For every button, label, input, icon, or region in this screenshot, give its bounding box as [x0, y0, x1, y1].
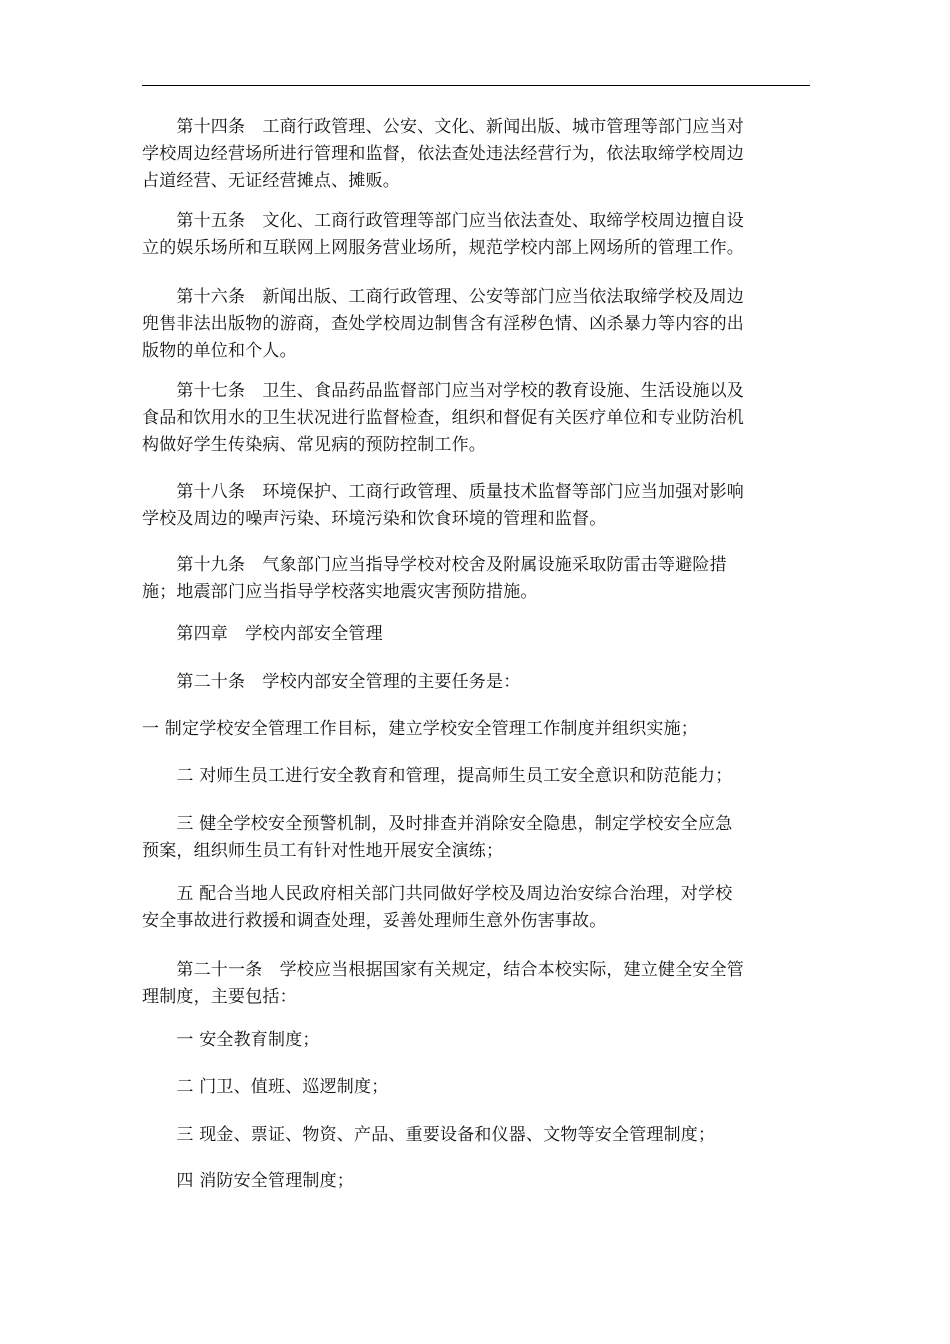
text-line: 版物的单位和个人。	[142, 341, 297, 361]
text-line: 学校及周边的噪声污染、环境污染和饮食环境的管理和监督。	[142, 509, 607, 529]
text-line: 一 制定学校安全管理工作目标，建立学校安全管理工作制度并组织实施；	[142, 719, 699, 739]
text-line: 学校周边经营场所进行管理和监督，依法查处违法经营行为，依法取缔学校周边	[142, 144, 744, 164]
paragraph-article-14	[142, 114, 810, 195]
text-line: 安全事故进行救援和调查处理，妥善处理师生意外伤害事故。	[142, 911, 607, 931]
paragraph-article-15	[142, 208, 810, 262]
paragraph-article-16	[142, 284, 810, 365]
text-line: 三 健全学校安全预警机制，及时排查并消除安全隐患，制定学校安全应急	[142, 814, 733, 834]
paragraph-article-20	[142, 669, 810, 696]
text-line: 理制度，主要包括：	[142, 987, 297, 1007]
text-line: 四 消防安全管理制度；	[142, 1171, 355, 1191]
list-item-3	[142, 811, 810, 865]
paragraph-article-21	[142, 957, 810, 1011]
text-line: 第四章 学校内部安全管理	[142, 624, 383, 644]
list-item-2	[142, 763, 810, 790]
paragraph-article-18	[142, 479, 810, 533]
text-line: 占道经营、无证经营摊点、摊贩。	[142, 171, 400, 191]
text-line: 第二十条 学校内部安全管理的主要任务是：	[142, 672, 521, 692]
text-line: 兜售非法出版物的游商，查处学校周边制售含有淫秽色情、凶杀暴力等内容的出	[142, 314, 744, 334]
header-rule	[142, 85, 810, 86]
system-item-2	[142, 1074, 810, 1101]
text-line: 第十九条 气象部门应当指导学校对校舍及附属设施采取防雷击等避险措	[142, 555, 727, 575]
text-line: 施；地震部门应当指导学校落实地震灾害预防措施。	[142, 582, 538, 602]
system-item-3	[142, 1122, 810, 1149]
chapter-heading	[142, 621, 810, 648]
text-line: 第十七条 卫生、食品药品监督部门应当对学校的教育设施、生活设施以及	[142, 381, 744, 401]
text-line: 第十八条 环境保护、工商行政管理、质量技术监督等部门应当加强对影响	[142, 482, 744, 502]
system-item-4	[142, 1168, 810, 1195]
text-line: 第十五条 文化、工商行政管理等部门应当依法查处、取缔学校周边擅自设	[142, 211, 744, 231]
text-line: 构做好学生传染病、常见病的预防控制工作。	[142, 435, 486, 455]
system-item-1	[142, 1027, 810, 1054]
text-line: 预案，组织师生员工有针对性地开展安全演练；	[142, 841, 504, 861]
text-line: 二 门卫、值班、巡逻制度；	[142, 1077, 389, 1097]
list-item-1	[142, 716, 810, 743]
text-line: 二 对师生员工进行安全教育和管理，提高师生员工安全意识和防范能力；	[142, 766, 733, 786]
paragraph-article-17	[142, 378, 810, 459]
text-line: 第十六条 新闻出版、工商行政管理、公安等部门应当依法取缔学校及周边	[142, 287, 744, 307]
text-line: 第十四条 工商行政管理、公安、文化、新闻出版、城市管理等部门应当对	[142, 117, 744, 137]
text-line: 食品和饮用水的卫生状况进行监督检查，组织和督促有关医疗单位和专业防治机	[142, 408, 744, 428]
text-line: 立的娱乐场所和互联网上网服务营业场所，规范学校内部上网场所的管理工作。	[142, 238, 744, 258]
text-line: 第二十一条 学校应当根据国家有关规定，结合本校实际，建立健全安全管	[142, 960, 744, 980]
list-item-5	[142, 881, 810, 935]
text-line: 一 安全教育制度；	[142, 1030, 320, 1050]
text-line: 五 配合当地人民政府相关部门共同做好学校及周边治安综合治理，对学校	[142, 884, 733, 904]
text-line: 三 现金、票证、物资、产品、重要设备和仪器、文物等安全管理制度；	[142, 1125, 716, 1145]
paragraph-article-19	[142, 552, 810, 606]
